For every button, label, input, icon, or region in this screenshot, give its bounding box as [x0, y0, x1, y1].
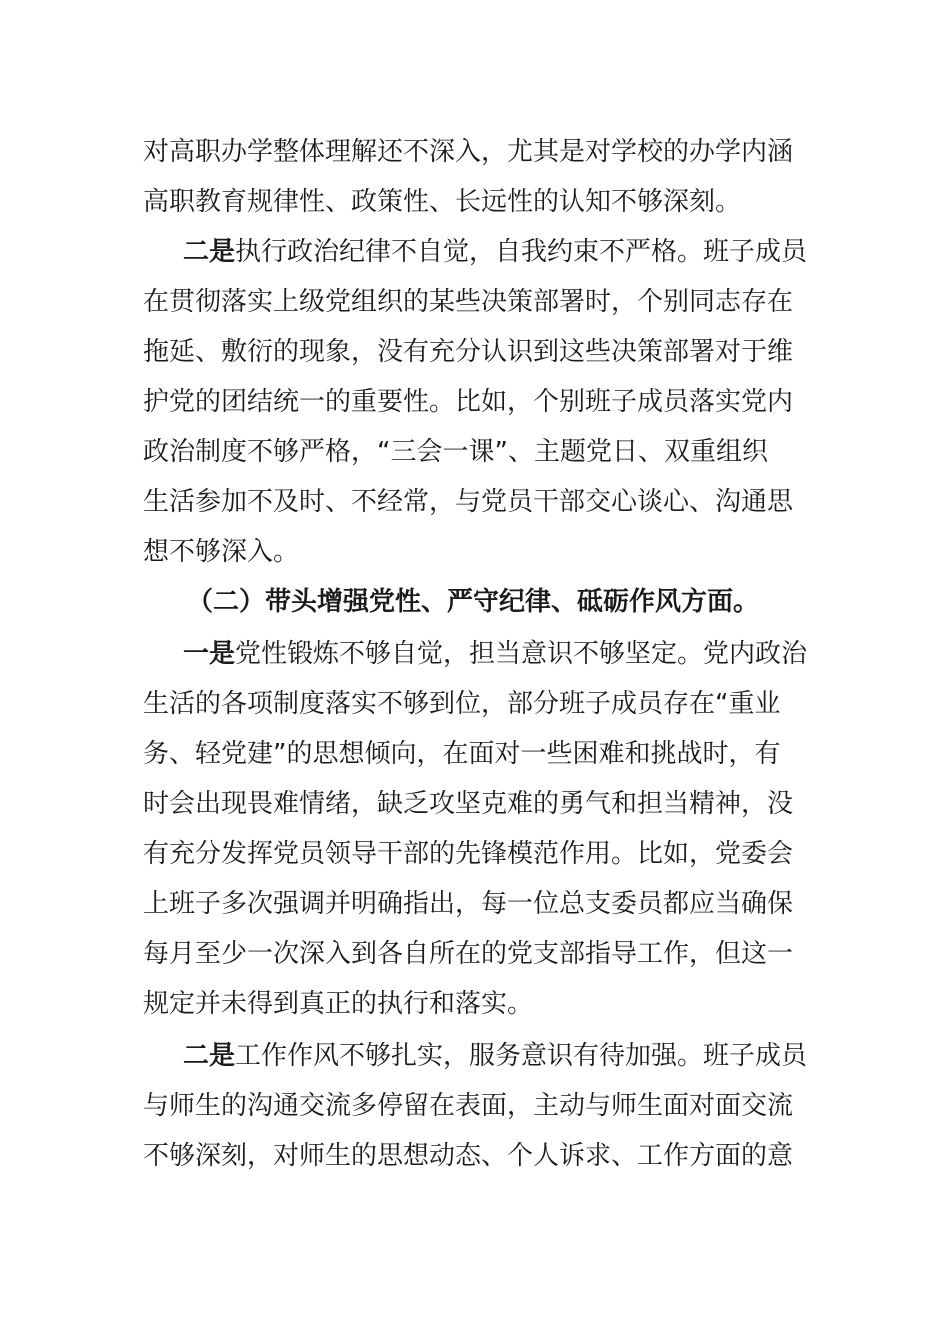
line-text: 高职教育规律性、政策性、长远性的认知不够深刻。	[143, 187, 742, 217]
paragraph-line	[143, 929, 793, 979]
section-heading	[187, 577, 759, 627]
line-text: 生活的各项制度落实不够到位，部分班子成员存在“重业	[143, 689, 781, 719]
line-text: 护党的团结统一的重要性。比如，个别班子成员落实党内	[143, 387, 794, 417]
line-text: 规定并未得到真正的执行和落实。	[143, 989, 534, 1019]
line-text: 党性锻炼不够自觉，担当意识不够坚定。党内政治	[235, 639, 808, 669]
paragraph-line	[143, 277, 793, 327]
paragraph-line	[143, 127, 793, 177]
paragraph-line	[143, 377, 793, 427]
line-text: 生活参加不及时、不经常，与党员干部交心谈心、沟通思	[143, 487, 794, 517]
line-text: 工作作风不够扎实，服务意识有待加强。班子成员	[235, 1041, 808, 1071]
line-text: 时会出现畏难情绪，缺乏攻坚克难的勇气和担当精神，没	[143, 789, 794, 819]
point-lead: 二是	[183, 237, 236, 267]
line-text: 执行政治纪律不自觉，自我约束不严格。班子成员	[235, 237, 808, 267]
line-text: 务、轻党建”的思想倾向，在面对一些困难和挑战时，有	[143, 739, 781, 769]
paragraph-line	[143, 1081, 793, 1131]
paragraph-line	[183, 629, 807, 679]
line-text: 有充分发挥党员领导干部的先锋模范作用。比如，党委会	[143, 839, 794, 869]
heading-text: （二）带头增强党性、严守纪律、砥砺作风方面。	[187, 587, 760, 617]
paragraph-line	[183, 227, 807, 277]
paragraph-line	[143, 427, 768, 477]
paragraph-line	[143, 729, 780, 779]
line-text: 与师生的沟通交流多停留在表面，主动与师生面对面交流	[143, 1091, 794, 1121]
point-lead: 二是	[183, 1041, 236, 1071]
line-text: 每月至少一次深入到各自所在的党支部指导工作，但这一	[143, 939, 794, 969]
paragraph-line	[143, 477, 793, 527]
paragraph-line	[143, 779, 793, 829]
point-lead: 一是	[183, 639, 236, 669]
paragraph-line	[143, 177, 741, 227]
line-text: 不够深刻，对师生的思想动态、个人诉求、工作方面的意	[143, 1141, 794, 1171]
paragraph-line	[143, 879, 793, 929]
line-text: 想不够深入。	[143, 537, 300, 567]
line-text: 拖延、敷衍的现象，没有充分认识到这些决策部署对于维	[143, 337, 794, 367]
paragraph-line	[143, 829, 793, 879]
paragraph-line	[183, 1031, 807, 1081]
line-text: 在贯彻落实上级党组织的某些决策部署时，个别同志存在	[143, 287, 794, 317]
paragraph-line	[143, 527, 299, 577]
paragraph-line	[143, 327, 793, 377]
paragraph-line	[143, 979, 533, 1029]
line-text: 对高职办学整体理解还不深入，尤其是对学校的办学内涵	[143, 137, 794, 167]
line-text: 政治制度不够严格，“三会一课”、主题党日、双重组织	[143, 437, 768, 467]
paragraph-line	[143, 679, 780, 729]
paragraph-line	[143, 1131, 793, 1181]
line-text: 上班子多次强调并明确指出，每一位总支委员都应当确保	[143, 889, 794, 919]
